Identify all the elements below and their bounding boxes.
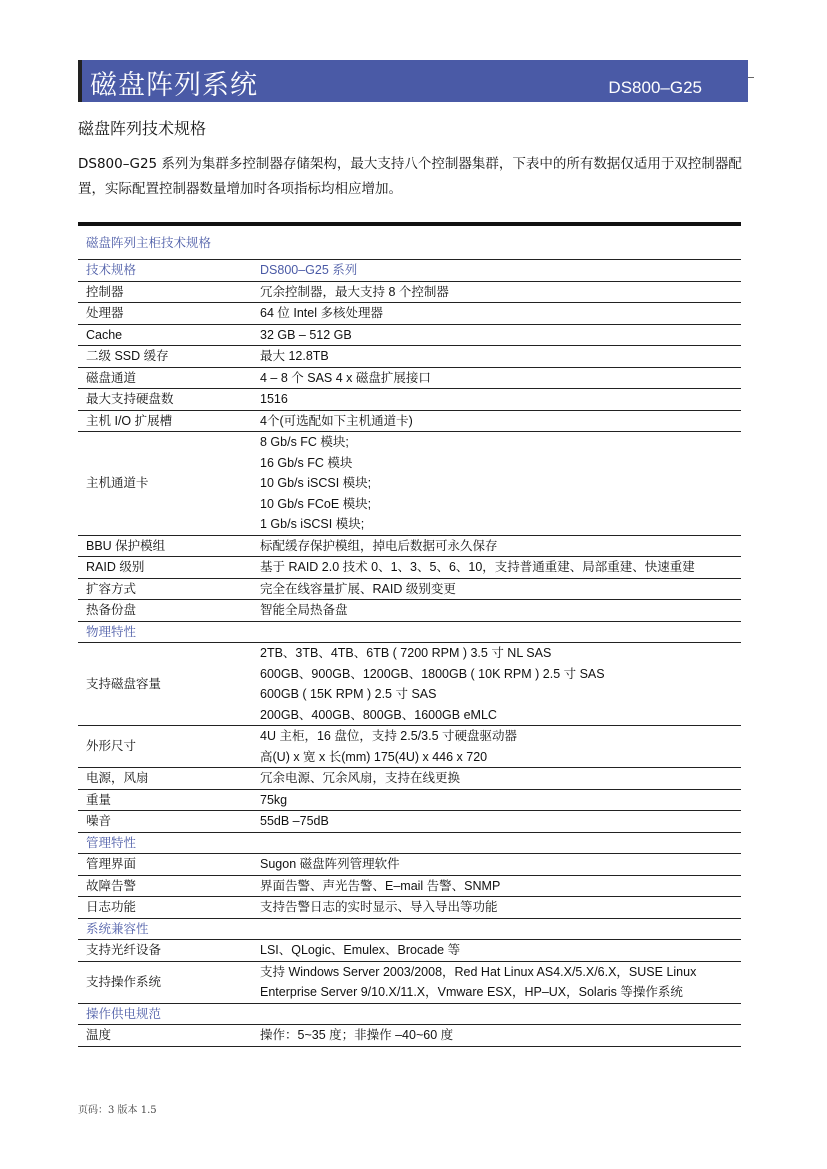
table-row <box>78 940 741 962</box>
row-key: 热备份盘 <box>78 600 253 622</box>
row-key: 外形尺寸 <box>78 726 253 768</box>
row-value-line: 冗余控制器，最大支持 8 个控制器 <box>260 284 449 299</box>
row-key: 支持光纤设备 <box>78 940 253 962</box>
page-footer: 页码：3 版本 1.5 <box>78 1105 157 1116</box>
intro-paragraph: DS800–G25 系列为集群多控制器存储架构，最大支持八个控制器集群，下表中的所有数据仅适用于双控制器配置，实际配置控制器数量增加时各项指标均相应增加。 <box>78 156 742 197</box>
table-row <box>78 432 741 536</box>
row-value <box>253 346 741 368</box>
row-value-line: 高(U) x 宽 x 长(mm) 175(4U) x 446 x 720 <box>260 749 488 764</box>
banner-edge <box>78 60 82 102</box>
row-key: 噪音 <box>78 811 253 833</box>
row-value-line: 最大 12.8TB <box>260 349 329 363</box>
row-key: 重量 <box>78 789 253 811</box>
row-value <box>253 578 741 600</box>
row-key: 电源，风扇 <box>78 768 253 790</box>
row-value <box>253 854 741 876</box>
table-row <box>78 726 741 768</box>
row-value <box>253 940 741 962</box>
row-key: 控制器 <box>78 281 253 303</box>
row-value <box>253 811 741 833</box>
section-label: 操作供电规范 <box>78 1003 741 1025</box>
table-row <box>78 410 741 432</box>
table-row <box>78 897 741 919</box>
table-row <box>78 346 741 368</box>
header-key: 技术规格 <box>78 260 253 282</box>
table-row <box>78 281 741 303</box>
section-row <box>78 918 741 940</box>
table-row <box>78 768 741 790</box>
row-key: 二级 SSD 缓存 <box>78 346 253 368</box>
banner-title: 磁盘阵列系统 <box>90 70 258 101</box>
header-value: DS800–G25 系列 <box>253 260 741 282</box>
banner-tick <box>748 77 754 78</box>
table-row <box>78 557 741 579</box>
row-value-line: 冗余电源、冗余风扇，支持在线更换 <box>260 771 461 785</box>
row-value-line: 操作：5~35 度；非操作 –40~60 度 <box>260 1028 454 1042</box>
row-value-line: 1 Gb/s iSCSI 模块; <box>260 517 365 531</box>
row-key: 故障告警 <box>78 875 253 897</box>
row-value-line: 支持告警日志的实时显示、导入导出等功能 <box>260 900 498 914</box>
row-value-line: 1516 <box>260 392 288 406</box>
row-value <box>253 324 741 346</box>
table-row <box>78 535 741 557</box>
banner-model: DS800–G25 <box>608 78 702 97</box>
row-value <box>253 789 741 811</box>
row-value <box>253 768 741 790</box>
row-value-line: 32 GB – 512 GB <box>260 327 352 342</box>
row-value <box>253 897 741 919</box>
row-value-line: 600GB ( 15K RPM ) 2.5 寸 SAS <box>260 687 437 701</box>
row-key: 最大支持硬盘数 <box>78 389 253 411</box>
table-row <box>78 643 741 726</box>
row-key: 磁盘通道 <box>78 367 253 389</box>
row-value-line: 完全在线容量扩展、RAID 级别变更 <box>260 581 456 596</box>
row-key: Cache <box>78 324 253 346</box>
table-row <box>78 961 741 1003</box>
row-value <box>253 643 741 726</box>
table-row <box>78 875 741 897</box>
section-label: 系统兼容性 <box>78 918 741 940</box>
row-value-line: 8 Gb/s FC 模块; <box>260 435 349 449</box>
row-key: RAID 级别 <box>78 557 253 579</box>
row-value-line: 600GB、900GB、1200GB、1800GB ( 10K RPM ) 2.5 寸 SAS <box>260 666 605 681</box>
row-value <box>253 367 741 389</box>
row-value-line: 64 位 Intel 多核处理器 <box>260 306 383 320</box>
row-key: BBU 保护模组 <box>78 535 253 557</box>
table-row <box>78 324 741 346</box>
row-key: 日志功能 <box>78 897 253 919</box>
row-key: 温度 <box>78 1025 253 1047</box>
table-row <box>78 600 741 622</box>
row-key: 处理器 <box>78 303 253 325</box>
row-value-line: 支持 Windows Server 2003/2008，Red Hat Linux AS4.X/5.X/6.X，SUSE Linux <box>260 964 697 979</box>
section-label: 管理特性 <box>78 832 741 854</box>
row-value-line: 10 Gb/s iSCSI 模块; <box>260 476 372 490</box>
row-key: 主机 I/O 扩展槽 <box>78 410 253 432</box>
row-value-line: 55dB –75dB <box>260 814 329 828</box>
row-value-line: Sugon 磁盘阵列管理软件 <box>260 857 400 871</box>
row-value-line: Enterprise Server 9/10.X/11.X，Vmware ESX，HP–UX，Solaris 等操作系统 <box>260 985 683 999</box>
row-value <box>253 535 741 557</box>
section-heading: 磁盘阵列技术规格 <box>78 119 207 138</box>
row-key: 支持操作系统 <box>78 961 253 1003</box>
row-value-line: LSI、QLogic、Emulex、Brocade 等 <box>260 943 461 957</box>
row-value <box>253 1025 741 1047</box>
table-row <box>78 389 741 411</box>
row-value-line: 10 Gb/s FCoE 模块; <box>260 496 372 511</box>
row-value-line: 4 – 8 个 SAS 4 x 磁盘扩展接口 <box>260 370 431 385</box>
section-label: 物理特性 <box>78 621 741 643</box>
spec-table-body <box>78 228 741 1046</box>
title-banner <box>78 60 748 102</box>
row-value <box>253 961 741 1003</box>
row-key: 支持磁盘容量 <box>78 643 253 726</box>
row-value <box>253 875 741 897</box>
row-value-line: 标配缓存保护模组，掉电后数据可永久保存 <box>260 538 498 553</box>
section-row <box>78 1003 741 1025</box>
row-key: 管理界面 <box>78 854 253 876</box>
table-row <box>78 1025 741 1047</box>
table-top-rule <box>78 222 741 226</box>
row-value-line: 4U 主柜，16 盘位，支持 2.5/3.5 寸硬盘驱动器 <box>260 729 518 743</box>
table-title: 磁盘阵列主柜技术规格 <box>78 228 741 260</box>
section-row <box>78 621 741 643</box>
table-row <box>78 789 741 811</box>
table-title-row <box>78 228 741 260</box>
table-row <box>78 811 741 833</box>
row-value <box>253 600 741 622</box>
row-value <box>253 303 741 325</box>
row-value-line: 2TB、3TB、4TB、6TB ( 7200 RPM ) 3.5 寸 NL SAS <box>260 646 552 660</box>
table-row <box>78 578 741 600</box>
row-value <box>253 410 741 432</box>
section-row <box>78 832 741 854</box>
table-row <box>78 367 741 389</box>
row-value <box>253 281 741 303</box>
row-value-line: 界面告警、声光告警、E–mail 告警、SNMP <box>260 878 501 893</box>
row-value-line: 4个(可选配如下主机通道卡) <box>260 413 413 428</box>
table-row <box>78 854 741 876</box>
row-value <box>253 557 741 579</box>
table-row <box>78 303 741 325</box>
spec-table <box>78 228 741 1047</box>
row-value-line: 75kg <box>260 792 288 807</box>
row-key: 主机通道卡 <box>78 432 253 536</box>
row-value-line: 16 Gb/s FC 模块 <box>260 455 353 470</box>
row-value <box>253 389 741 411</box>
table-header-row <box>78 260 741 282</box>
row-value-line: 智能全局热备盘 <box>260 603 348 617</box>
row-value-line: 基于 RAID 2.0 技术 0、1、3、5、6、10，支持普通重建、局部重建、快速重建 <box>260 560 695 574</box>
row-value <box>253 726 741 768</box>
row-value-line: 200GB、400GB、800GB、1600GB eMLC <box>260 707 497 722</box>
row-key: 扩容方式 <box>78 578 253 600</box>
row-value <box>253 432 741 536</box>
